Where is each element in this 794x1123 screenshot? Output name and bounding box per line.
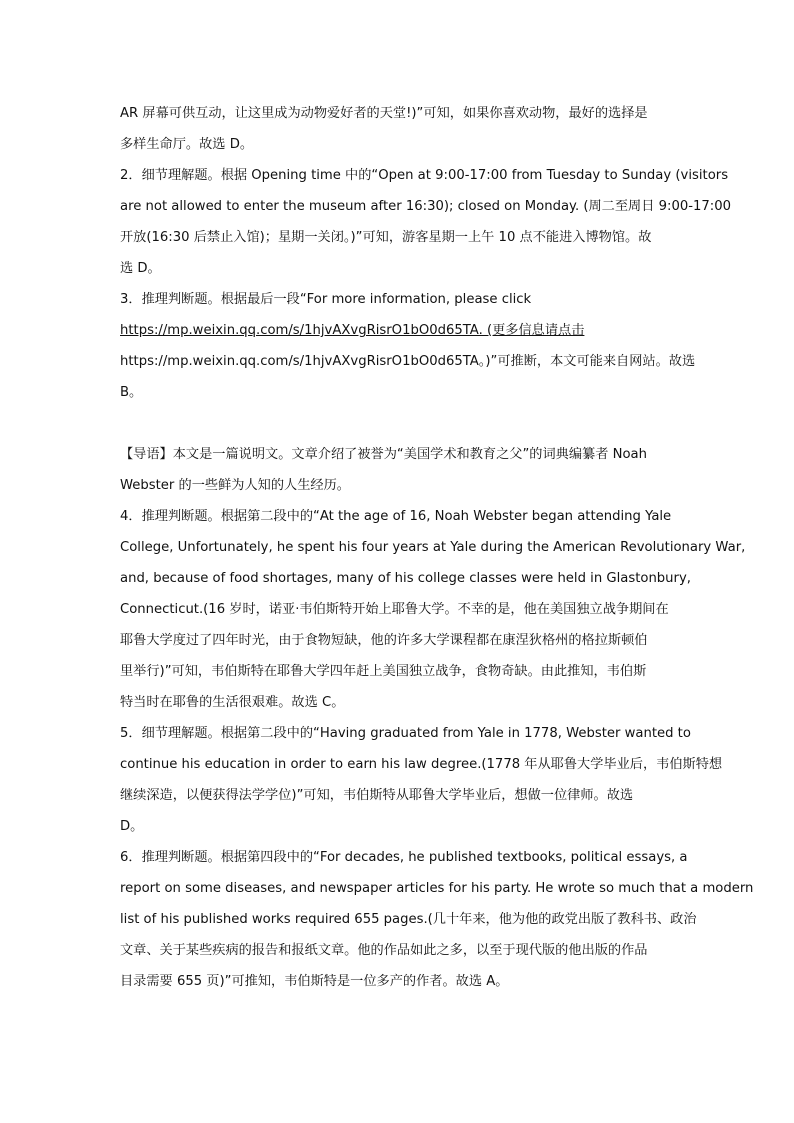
text-line: D。	[120, 819, 144, 834]
text-line: https://mp.weixin.qq.com/s/1hjvAXvgRisrO1bO0d65TA。)”可推断，本文可能来自网站。故选	[120, 354, 696, 369]
text-line: report on some diseases, and newspaper articles for his party. He wrote so much that a modern	[120, 881, 754, 896]
text-line: 2．细节理解题。根据 Opening time 中的“Open at 9:00-17:00 from Tuesday to Sunday (visitors	[120, 168, 729, 183]
text-line: and, because of food shortages, many of his college classes were held in Glastonbury,	[120, 571, 691, 586]
text-line: 文章、关于某些疾病的报告和报纸文章。他的作品如此之多，以至于现代版的他出版的作品	[120, 943, 648, 958]
text-line: College, Unfortunately, he spent his four years at Yale during the American Revolutionary War,	[120, 540, 746, 555]
text-line: 开放(16:30 后禁止入馆)；星期一关闭。)”可知，游客星期一上午 10 点不能进入博物馆。故	[120, 230, 652, 245]
link-url[interactable]: https://mp.weixin.qq.com/s/1hjvAXvgRisrO1bO0d65TA. (更多信息请点击	[120, 323, 585, 338]
text-line: 4．推理判断题。根据第二段中的“At the age of 16, Noah Webster began attending Yale	[120, 509, 672, 524]
text-line: AR 屏幕可供互动，让这里成为动物爱好者的天堂!)”可知，如果你喜欢动物，最好的选择是	[120, 106, 648, 121]
text-line: 特当时在耶鲁的生活很艰难。故选 C。	[120, 695, 345, 710]
paragraph-gap	[120, 408, 680, 439]
answer-explanation-text	[120, 98, 754, 997]
text-line: Webster 的一些鲜为人知的人生经历。	[120, 478, 350, 493]
text-line: 3．推理判断题。根据最后一段“For more information, please click	[120, 292, 532, 307]
text-line: 【导语】本文是一篇说明文。文章介绍了被誉为“美国学术和教育之父”的词典编纂者 Noah	[120, 447, 647, 462]
text-line: 5．细节理解题。根据第二段中的“Having graduated from Yale in 1778, Webster wanted to	[120, 726, 691, 741]
text-line: 继续深造，以便获得法学学位)”可知，韦伯斯特从耶鲁大学毕业后，想做一位律师。故选	[120, 788, 634, 803]
text-line: list of his published works required 655 pages.(几十年来，他为他的政党出版了教科书、政治	[120, 912, 697, 927]
text-line: 选 D。	[120, 261, 161, 276]
text-line: 目录需要 655 页)”可推知，韦伯斯特是一位多产的作者。故选 A。	[120, 974, 509, 989]
text-line: 多样生命厅。故选 D。	[120, 137, 254, 152]
text-line: 耶鲁大学度过了四年时光，由于食物短缺，他的许多大学课程都在康涅狄格州的格拉斯顿伯	[120, 633, 648, 648]
text-line: continue his education in order to earn his law degree.(1778 年从耶鲁大学毕业后，韦伯斯特想	[120, 757, 723, 772]
text-line: Connecticut.(16 岁时，诺亚·韦伯斯特开始上耶鲁大学。不幸的是，他在美国独立战争期间在	[120, 602, 669, 617]
text-line: 里举行)”可知，韦伯斯特在耶鲁大学四年赶上美国独立战争，食物奇缺。由此推知，韦伯斯	[120, 664, 647, 679]
text-line: are not allowed to enter the museum after 16:30); closed on Monday. (周二至周日 9:00-17:00	[120, 199, 732, 214]
text-line: B。	[120, 385, 143, 400]
text-line: 6．推理判断题。根据第四段中的“For decades, he published textbooks, political essays, a	[120, 850, 688, 865]
